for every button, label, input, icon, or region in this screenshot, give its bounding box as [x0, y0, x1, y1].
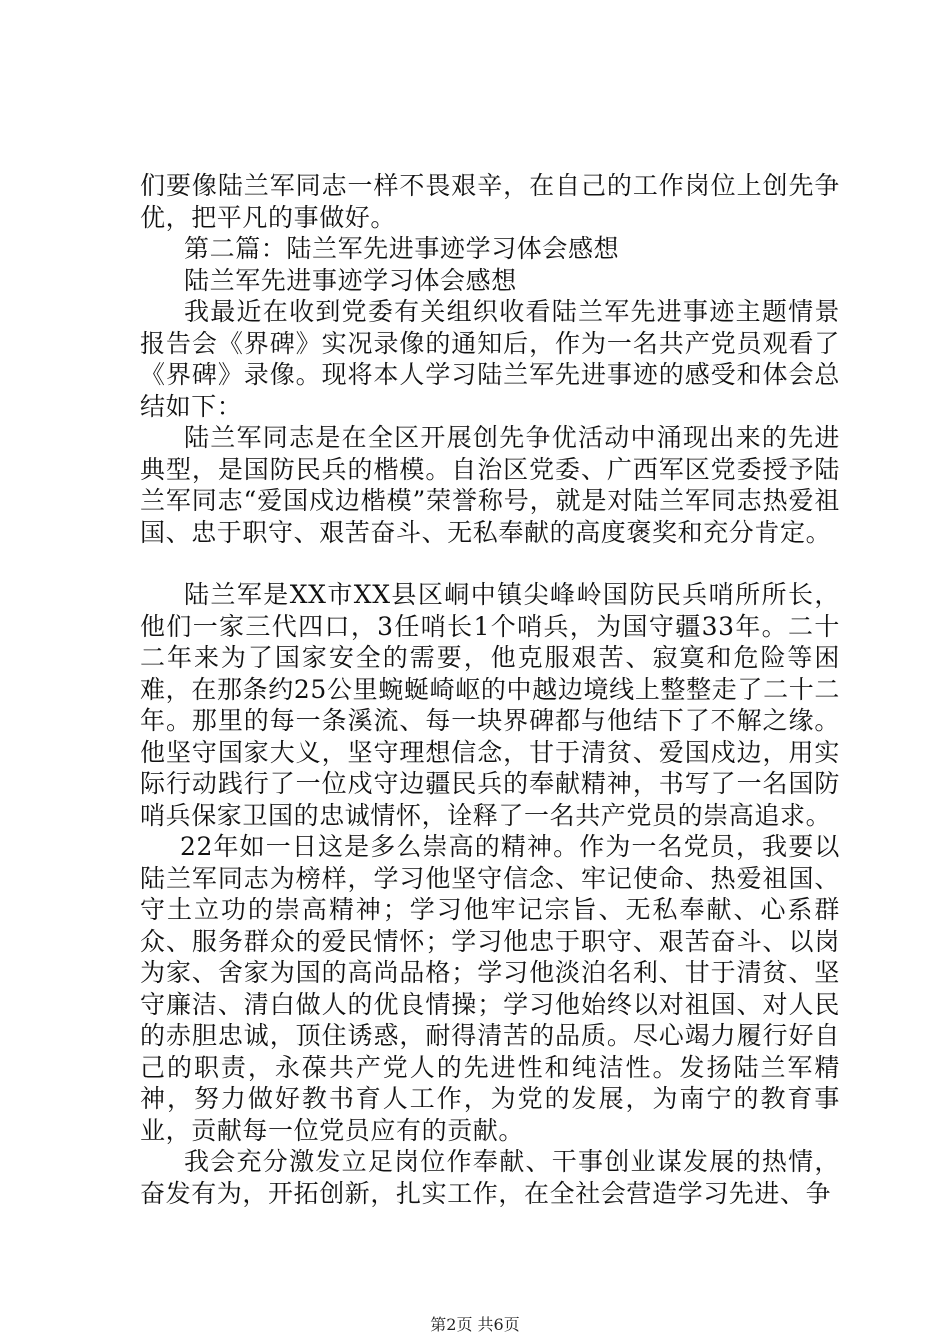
paragraph-intro: 我最近在收到党委有关组织收看陆兰军先进事迹主题情景报告会《界碑》实况录像的通知后，作为一名共产党员观看了《界碑》录像。现将本人学习陆兰军先进事迹的感受和体会总结如下： — [140, 297, 840, 421]
paragraph-commitment: 我会充分激发立足岗位作奉献、干事创业谋发展的热情，奋发有为，开拓创新，扎实工作，在全社会营造学习先进、争 — [140, 1147, 840, 1208]
page-footer: 第2页 共6页 — [430, 1315, 520, 1334]
document-body — [140, 170, 840, 1209]
paragraph-model: 陆兰军同志是在全区开展创先争优活动中涌现出来的先进典型，是国防民兵的楷模。自治区党委、广西军区党委授予陆兰军同志“爱国戍边楷模”荣誉称号，就是对陆兰军同志热爱祖国、忠于职守、艰苦奋斗、无私奉献的高度褒奖和充分肯定。 — [140, 423, 840, 547]
article-title: 陆兰军先进事迹学习体会感想 — [184, 265, 517, 295]
paragraph-biography: 陆兰军是XX市XX县区峒中镇尖峰岭国防民兵哨所所长，他们一家三代四口，3任哨长1个哨兵，为国守疆33年。二十二年来为了国家安全的需要，他克服艰苦、寂寞和危险等困难，在那条约25公里蜿蜒崎岖的中越边境线上整整走了二十二年。那里的每一条溪流、每一块界碑都与他结下了不解之缘。他坚守国家大义，坚守理想信念，甘于清贫、爱国戍边，用实际行动践行了一位戍守边疆民兵的奉献精神，书写了一名国防哨兵保家卫国的忠诚情怀，诠释了一名共产党员的崇高追求。 — [140, 580, 840, 830]
paragraph-learning: 22年如一日这是多么崇高的精神。作为一名党员，我要以陆兰军同志为榜样，学习他坚守信念、牢记使命、热爱祖国、守土立功的崇高精神；学习他牢记宗旨、无私奉献、心系群众、服务群众的爱民情怀；学习他忠于职守、艰苦奋斗、以岗为家、舍家为国的高尚品格；学习他淡泊名利、甘于清贫、坚守廉洁、清白做人的优良情操；学习他始终以对祖国、对人民的赤胆忠诚，顶住诱惑，耐得清苦的品质。尽心竭力履行好自己的职责，永葆共产党人的先进性和纯洁性。发扬陆兰军精神，努力做好教书育人工作，为党的发展，为南宁的教育事业，贡献每一位党员应有的贡献。 — [140, 832, 840, 1145]
section-heading: 第二篇：陆兰军先进事迹学习体会感想 — [184, 234, 620, 263]
paragraph-continuation: 们要像陆兰军同志一样不畏艰辛，在自己的工作岗位上创先争优，把平凡的事做好。 — [140, 171, 840, 232]
blank-line — [140, 548, 840, 579]
